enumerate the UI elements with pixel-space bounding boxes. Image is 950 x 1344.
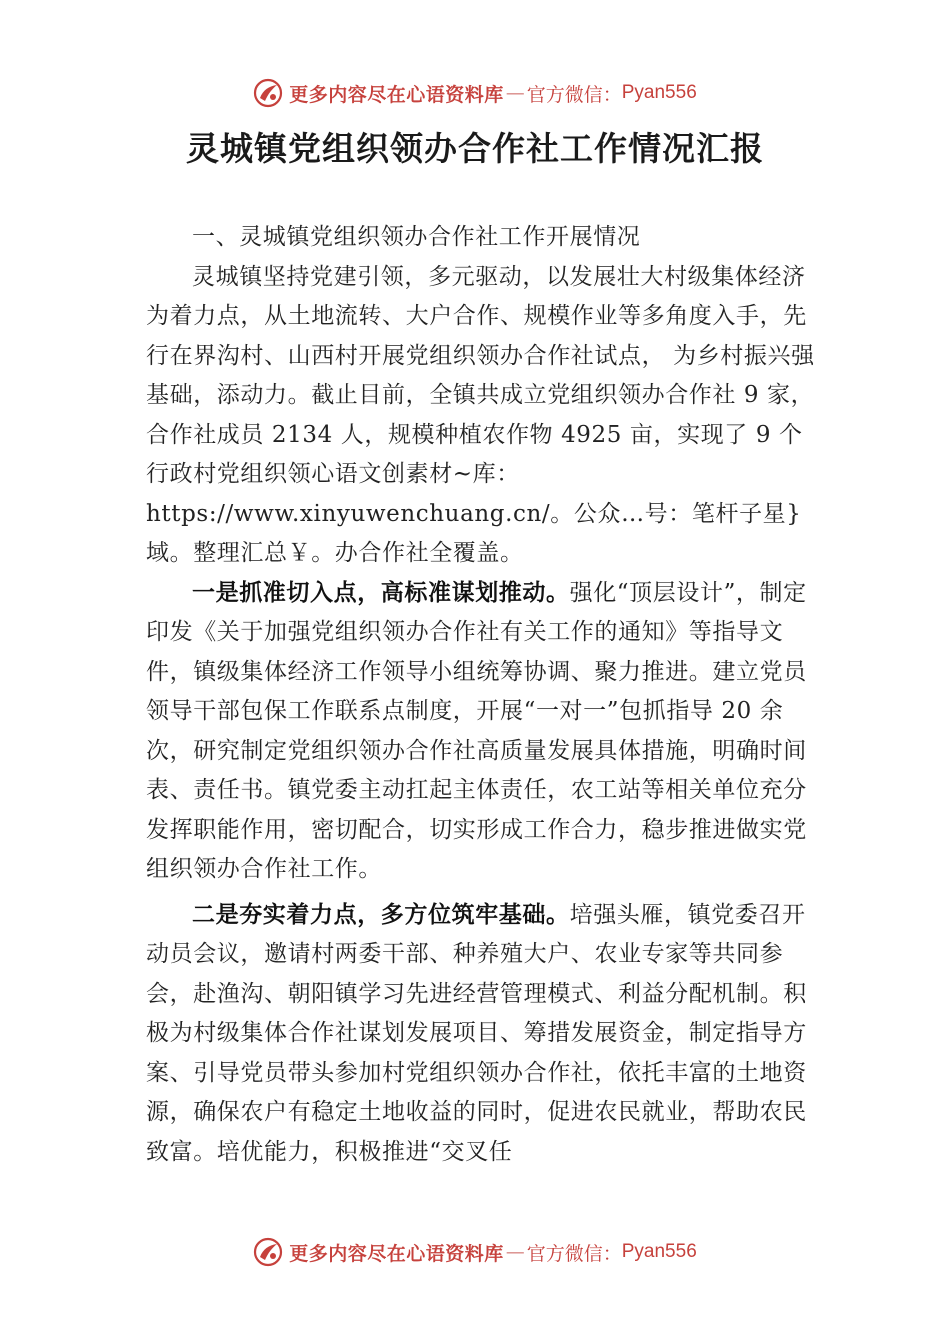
watermark-wechat-id: Pyan556 xyxy=(621,1241,697,1262)
paragraph-1: 灵城镇坚持党建引领，多元驱动，以发展壮大村级集体经济为着力点，从土地流转、大户合作、规模作业等多角度入手，先行在界沟村、山西村开展党组织领办合作社试点， 为乡村振兴强基础，添动力。截止目前，全镇共成立党组织领办合作社 9 家，合作社成员 2134 人，规模种植农作物 4925 亩，实现了 9 个行政村党组织领心语文创素材~库：https://www.xinyuwenchuang.cn/。公众…号：笔杆子星}域。整理汇总￥。办合作社全覆盖。 xyxy=(146,263,815,566)
watermark-label: 官方微信： xyxy=(526,1242,622,1265)
logo-seal-icon xyxy=(253,78,283,108)
paragraph-3-lead: 二是夯实着力点，多方位筑牢基础。 xyxy=(192,901,570,928)
watermark-banner-bottom xyxy=(0,1237,950,1267)
paragraph-2-body: 强化“顶层设计”，制定印发《关于加强党组织领办合作社有关工作的通知》等指导文件，镇级集体经济工作领导小组统筹协调、聚力推进。建立党员领导干部包保工作联系点制度，开展“一对一”包抓指导 20 余次，研究制定党组织领办合作社高质量发展具体措施，明确时间表、责任书。镇党委主动扛起主体责任，农工站等相关单位充分发挥职能作用，密切配合，切实形成工作合力，稳步推进做实党组织领办合作社工作。 xyxy=(146,579,807,882)
watermark-wechat-id: Pyan556 xyxy=(621,82,697,103)
paragraph-3 xyxy=(146,896,826,1173)
paragraph-3-body: 培强头雁，镇党委召开动员会议，邀请村两委干部、种养殖大户、农业专家等共同参会，赴渔沟、朝阳镇学习先进经营管理模式、利益分配机制。积极为村级集体合作社谋划发展项目、筹措发展资金，制定指导方案、引导党员带头参加村党组织领办合作社，依托丰富的土地资源，确保农户有稳定土地收益的同时，促进农民就业，帮助农民致富。培优能力，积极推进“交叉任 xyxy=(146,901,807,1165)
watermark-label: 官方微信： xyxy=(526,83,622,106)
logo-seal-icon xyxy=(253,1237,283,1267)
section-heading: 一、灵城镇党组织领办合作社工作开展情况 xyxy=(192,224,641,250)
watermark-separator: — xyxy=(505,1241,525,1263)
document-body xyxy=(146,218,826,1172)
watermark-banner-top xyxy=(0,78,950,108)
paragraph-2-lead: 一是抓准切入点，高标准谋划推动。 xyxy=(192,579,570,606)
watermark-separator: — xyxy=(505,82,525,104)
document-title: 灵城镇党组织领办合作社工作情况汇报 xyxy=(186,129,764,168)
watermark-text: 更多内容尽在心语资料库 xyxy=(289,83,504,106)
watermark-text: 更多内容尽在心语资料库 xyxy=(289,1242,504,1265)
paragraph-2 xyxy=(146,574,826,890)
